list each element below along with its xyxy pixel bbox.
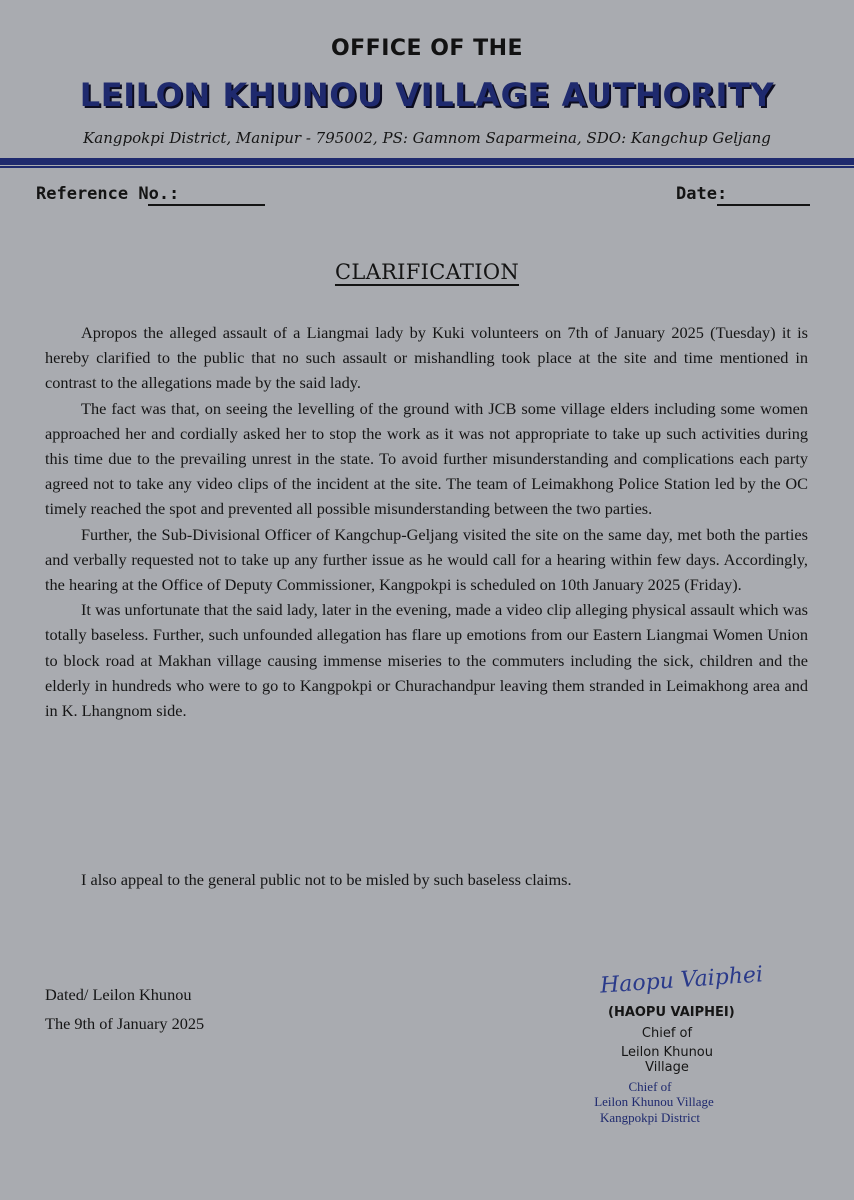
signatory-role: Chief of xyxy=(641,1026,693,1041)
signatory-name: (HAOPU VAIPHEI) xyxy=(608,1005,735,1020)
stamp-line: Leilon Khunou Village xyxy=(594,1094,714,1109)
paragraph: It was unfortunate that the said lady, later in the evening, made a video clip alleging physical assault which was totally baseless. Further, such unfounded allegation has flare up emotions from our Eastern Liangmai Women Union to block road at Makhan village causing immense miseries to the commuters including the sick, children and the elderly in hundreds who were to go to Kangpokpi or Churachandpur leaving them stranded in Leimakhong area and in K. Lhangnom side. xyxy=(45,600,808,721)
signatory-village: Leilon Khunou Village xyxy=(621,1045,713,1075)
date-label: Date: xyxy=(676,184,728,204)
paragraph: The fact was that, on seeing the levelling of the ground with JCB some village elders including some women approached her and cordially asked her to stop the work as it was not appropriate to take up such activities during this time due to the prevailing unrest in the state. To avoid further misunderstanding and complications each party agreed not to take any video clips of the incident at the site. The team of Leimakhong Police Station led by the OC timely reached the spot and prevented all possible misunderstanding between the two parties. xyxy=(45,398,808,519)
header-rule-thin xyxy=(0,166,854,168)
reference-label: Reference No.: xyxy=(36,184,180,204)
appeal-paragraph: I also appeal to the general public not to be misled by such baseless claims. xyxy=(81,870,572,889)
document-body xyxy=(45,320,808,723)
paragraph: Apropos the alleged assault of a Liangmai lady by Kuki volunteers on 7th of January 2025 (Tuesday) it is hereby clarified to the public that no such assault or mishandling took place at the site and time mentioned in contrast to the allegations made by the said lady. xyxy=(45,323,808,393)
address-line: Kangpokpi District, Manipur - 795002, PS: Gamnom Saparmeina, SDO: Kangchup Geljang xyxy=(83,129,771,147)
dated-date: The 9th of January 2025 xyxy=(45,1014,205,1033)
header-rule xyxy=(0,158,854,165)
date-blank xyxy=(717,204,810,206)
handwritten-signature: Haopu Vaiphei xyxy=(599,962,764,999)
dated-place: Dated/ Leilon Khunou xyxy=(45,985,192,1004)
stamp-line: Chief of xyxy=(628,1079,672,1094)
authority-name: LEILON KHUNOU VILLAGE AUTHORITY xyxy=(79,76,775,114)
stamp-line: Kangpokpi District xyxy=(599,1110,700,1125)
paragraph: Further, the Sub-Divisional Officer of Kangchup-Geljang visited the site on the same day, met both the parties and verbally requested not to take up any further issue as he would call for a hearing within few days. Accordingly, the hearing at the Office of Deputy Commissioner, Kangpokpi is scheduled on 10th January 2025 (Friday). xyxy=(45,524,808,595)
office-of-title: OFFICE OF THE xyxy=(330,36,524,61)
reference-blank xyxy=(148,204,265,206)
document-heading: CLARIFICATION xyxy=(334,260,520,284)
